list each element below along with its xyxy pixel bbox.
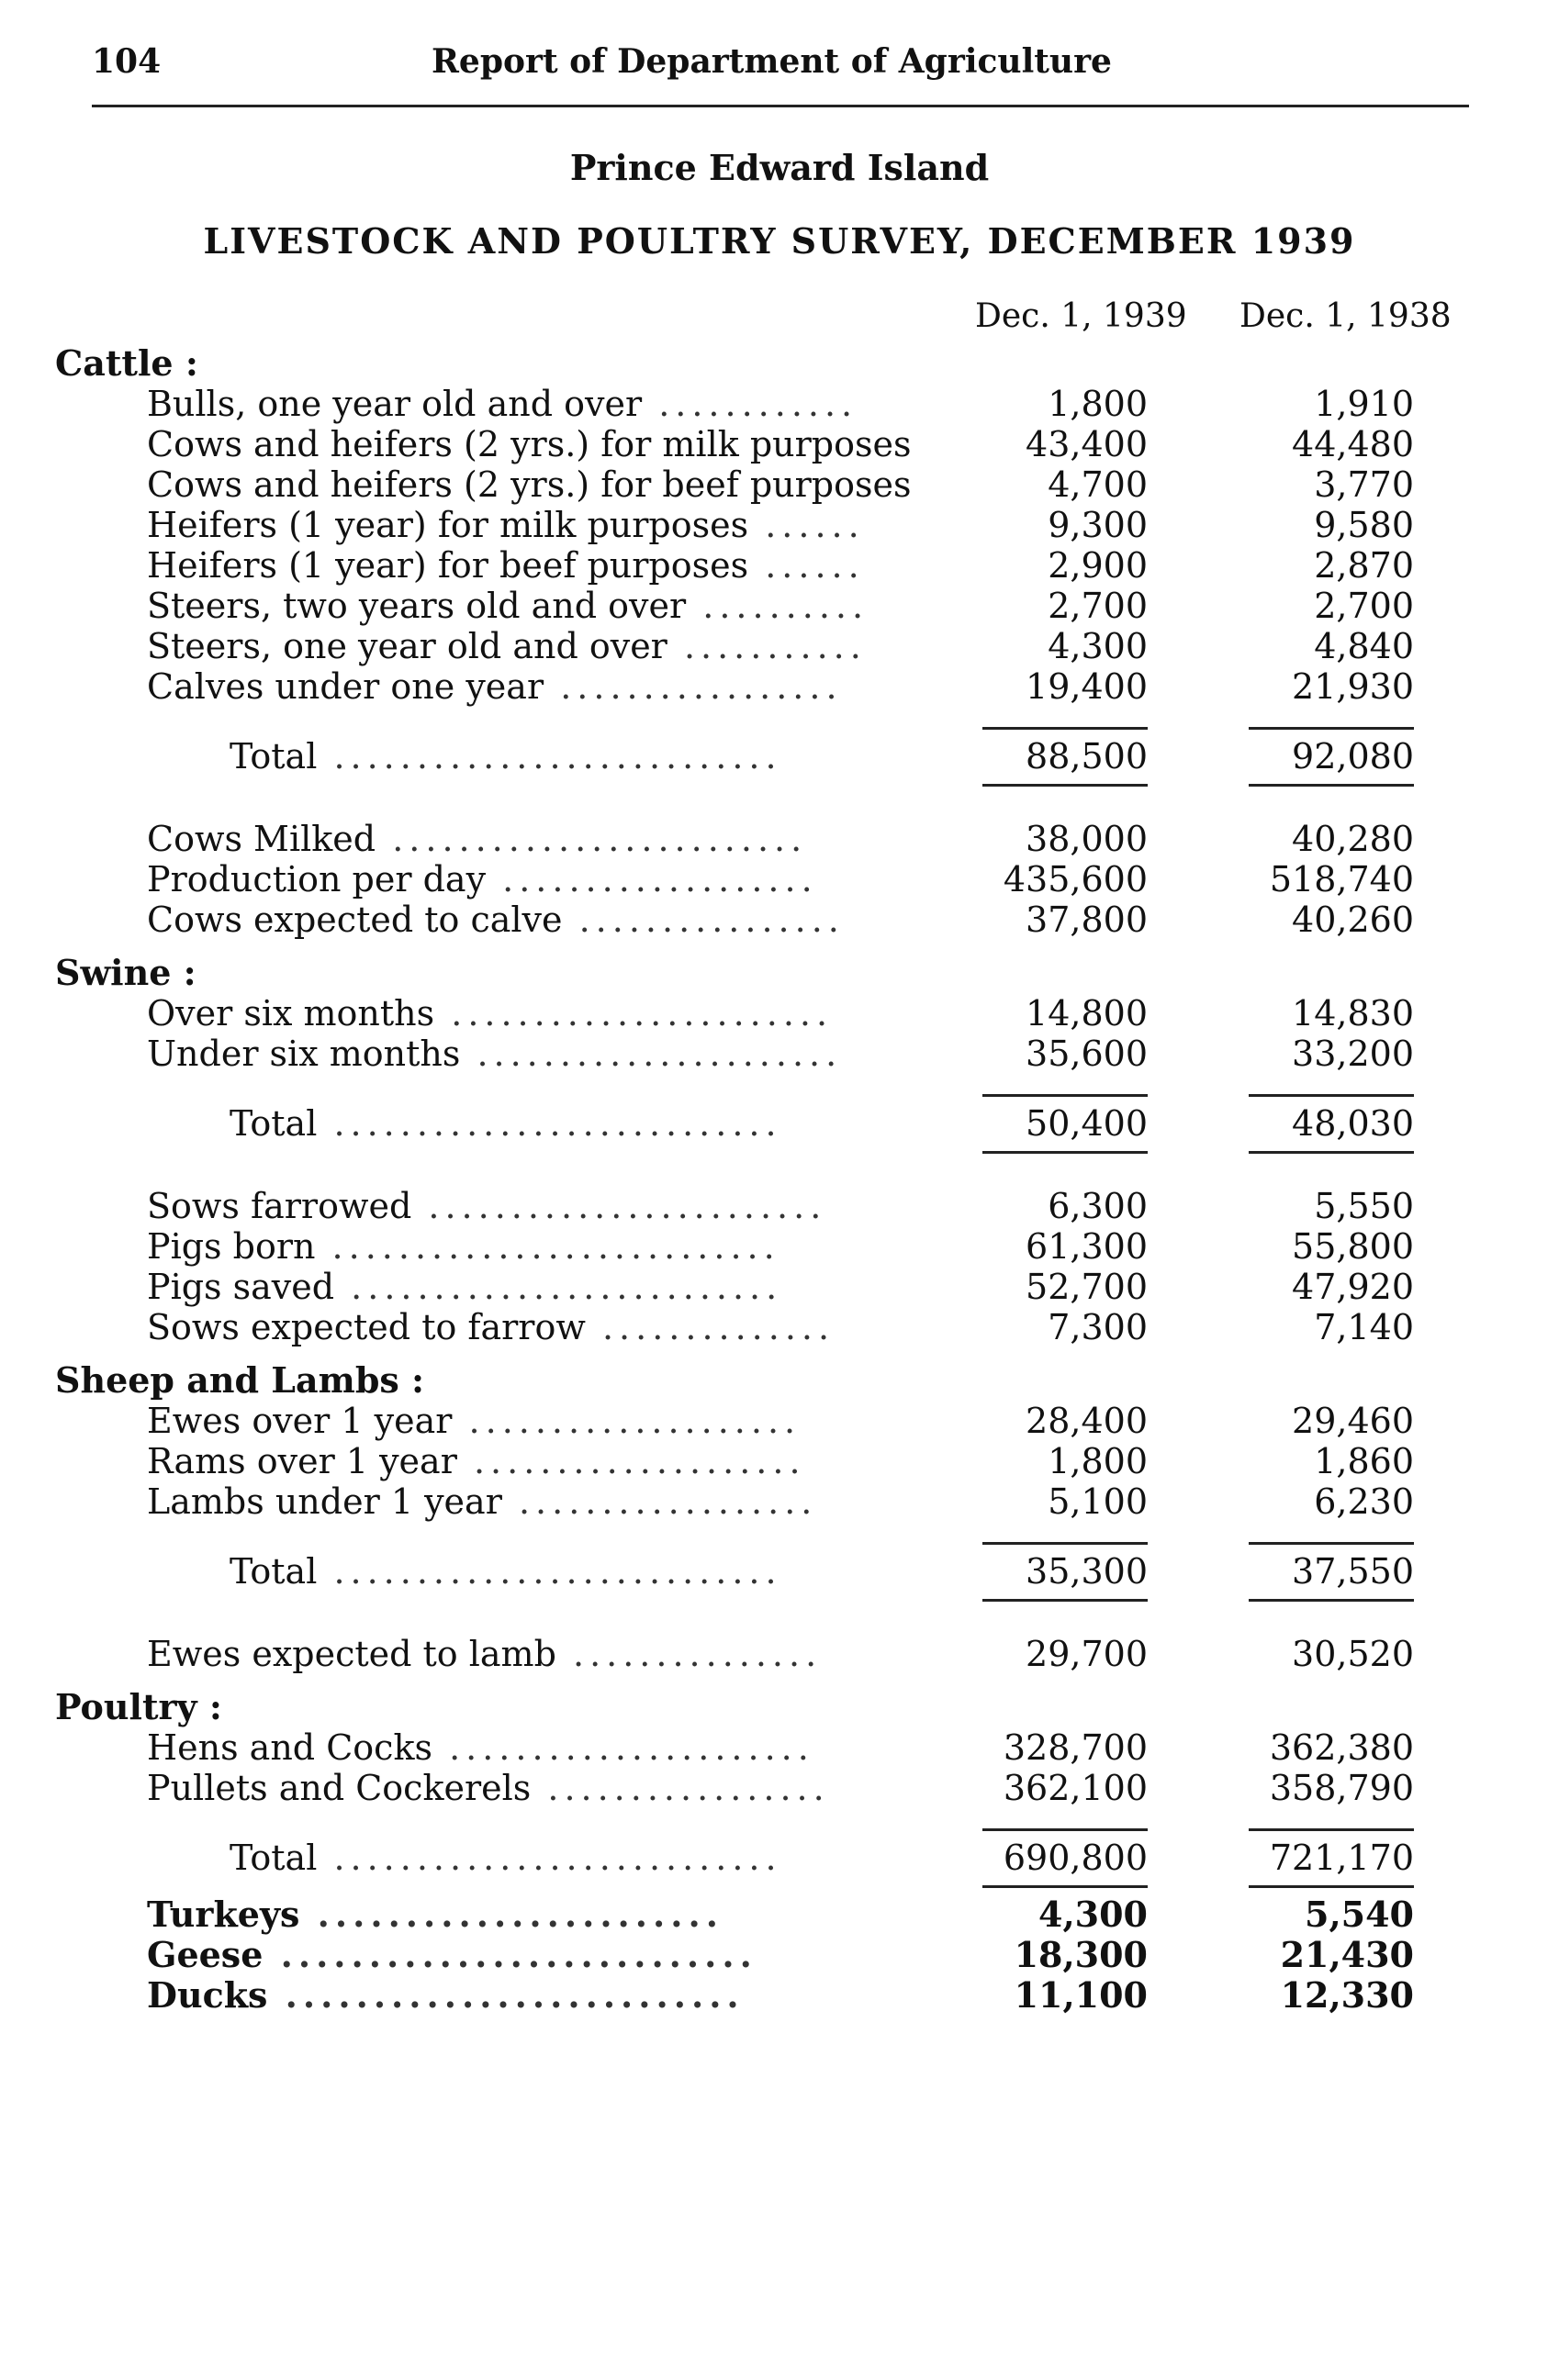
row-label: Lambs under 1 year bbox=[147, 1481, 502, 1522]
value-1939: 14,800 bbox=[1026, 993, 1148, 1034]
value-1939: 2,700 bbox=[1048, 586, 1148, 626]
section-heading-poultry: Poultry : bbox=[55, 1687, 222, 1727]
value-1938: 40,280 bbox=[1292, 819, 1414, 859]
value-1939: 29,700 bbox=[1026, 1634, 1148, 1674]
value-1939: 35,300 bbox=[1026, 1551, 1148, 1592]
value-1938: 4,840 bbox=[1314, 626, 1414, 666]
row-label: Production per day bbox=[147, 859, 487, 899]
value-1939: 1,800 bbox=[1048, 1441, 1148, 1481]
row-label: Bulls, one year old and over bbox=[147, 384, 643, 424]
total-rule bbox=[55, 777, 1469, 793]
value-1939: 2,900 bbox=[1048, 545, 1148, 586]
row-label: Cows expected to calve bbox=[147, 899, 563, 940]
value-1939: 43,400 bbox=[1026, 424, 1148, 464]
value-1938: 55,800 bbox=[1292, 1226, 1414, 1267]
table-row: Bulls, one year old and over ............ 1,800 1,910 bbox=[55, 384, 1469, 424]
value-1939: 19,400 bbox=[1026, 666, 1148, 707]
value-1939: 6,300 bbox=[1048, 1186, 1148, 1226]
row-label: Hens and Cocks bbox=[147, 1727, 432, 1768]
total-row-sheep: Total ........................... 35,300 37,550 bbox=[55, 1551, 1469, 1592]
table-row: Geese ........................... 18,300 21,430 bbox=[55, 1935, 1469, 1975]
row-label: Ducks bbox=[147, 1975, 268, 2016]
table-row: Pigs born ........................... 61,300 55,800 bbox=[55, 1226, 1469, 1267]
row-label: Cows and heifers (2 yrs.) for milk purposes bbox=[147, 424, 912, 464]
table-row: Pullets and Cockerels ................. 362,100 358,790 bbox=[55, 1768, 1469, 1808]
row-label: Total bbox=[230, 1551, 318, 1592]
table-row: Steers, two years old and over .......... 2,700 2,700 bbox=[55, 586, 1469, 626]
row-label: Cows Milked bbox=[147, 819, 376, 859]
value-1939: 88,500 bbox=[1026, 736, 1148, 777]
row-label: Heifers (1 year) for milk purposes bbox=[147, 505, 749, 545]
table-row: Hens and Cocks ...................... 328,700 362,380 bbox=[55, 1727, 1469, 1768]
value-1938: 5,540 bbox=[1305, 1894, 1414, 1935]
column-header-1939: Dec. 1, 1939 bbox=[975, 297, 1187, 335]
value-1938: 14,830 bbox=[1292, 993, 1414, 1034]
table-row: Steers, one year old and over ........... 4,300 4,840 bbox=[55, 626, 1469, 666]
value-1939: 35,600 bbox=[1026, 1034, 1148, 1074]
page-title: Prince Edward Island bbox=[569, 147, 990, 188]
value-1938: 358,790 bbox=[1269, 1768, 1414, 1808]
value-1938: 47,920 bbox=[1292, 1267, 1414, 1307]
value-1939: 9,300 bbox=[1048, 505, 1148, 545]
value-1938: 21,430 bbox=[1280, 1934, 1414, 1975]
value-1939: 28,400 bbox=[1026, 1401, 1148, 1441]
value-1938: 21,930 bbox=[1292, 666, 1414, 707]
row-label: Heifers (1 year) for beef purposes bbox=[147, 545, 749, 586]
value-1939: 362,100 bbox=[1003, 1768, 1148, 1808]
value-1938: 1,910 bbox=[1314, 384, 1414, 424]
table-row: Sows farrowed ........................ 6,300 5,550 bbox=[55, 1186, 1469, 1226]
table-row: Pigs saved .......................... 52,700 47,920 bbox=[55, 1267, 1469, 1307]
value-1938: 2,870 bbox=[1314, 545, 1414, 586]
table-row bbox=[55, 464, 1469, 505]
section-heading-sheep: Sheep and Lambs : bbox=[55, 1360, 425, 1401]
section-heading-cattle: Cattle : bbox=[55, 343, 198, 384]
row-label: Steers, two years old and over bbox=[147, 586, 687, 626]
total-row-poultry: Total ........................... 690,800 721,170 bbox=[55, 1838, 1469, 1878]
total-rule bbox=[55, 720, 1469, 736]
row-label: Ewes expected to lamb bbox=[147, 1634, 556, 1674]
value-1938: 362,380 bbox=[1269, 1727, 1414, 1768]
total-rule bbox=[55, 1535, 1469, 1551]
row-label: Calves under one year bbox=[147, 666, 544, 707]
value-1938: 1,860 bbox=[1314, 1441, 1414, 1481]
value-1938: 9,580 bbox=[1314, 505, 1414, 545]
total-rule bbox=[55, 1821, 1469, 1838]
value-1939: 18,300 bbox=[1014, 1934, 1148, 1975]
value-1939: 328,700 bbox=[1003, 1727, 1148, 1768]
row-label: Pigs saved bbox=[147, 1267, 335, 1307]
value-1939: 4,300 bbox=[1038, 1894, 1148, 1935]
row-label: Cows and heifers (2 yrs.) for beef purposes bbox=[147, 464, 912, 505]
value-1938: 33,200 bbox=[1292, 1034, 1414, 1074]
table-row: Over six months ....................... 14,800 14,830 bbox=[55, 993, 1469, 1034]
value-1938: 29,460 bbox=[1292, 1401, 1414, 1441]
table-row: Heifers (1 year) for beef purposes ...... 2,900 2,870 bbox=[55, 545, 1469, 586]
value-1939: 50,400 bbox=[1026, 1103, 1148, 1144]
table-row: Ewes expected to lamb ............... 29,700 30,520 bbox=[55, 1634, 1469, 1674]
row-label: Sows expected to farrow bbox=[147, 1307, 586, 1347]
value-1938: 30,520 bbox=[1292, 1634, 1414, 1674]
value-1938: 6,230 bbox=[1314, 1481, 1414, 1522]
row-label: Rams over 1 year bbox=[147, 1441, 457, 1481]
table-row: Sows expected to farrow .............. 7,300 7,140 bbox=[55, 1307, 1469, 1347]
page-subtitle: LIVESTOCK AND POULTRY SURVEY, DECEMBER 1939 bbox=[203, 220, 1356, 262]
value-1938: 12,330 bbox=[1280, 1974, 1414, 2016]
value-1938: 40,260 bbox=[1292, 899, 1414, 940]
value-1939: 690,800 bbox=[1003, 1838, 1148, 1878]
value-1939: 5,100 bbox=[1048, 1481, 1148, 1522]
row-label: Steers, one year old and over bbox=[147, 626, 667, 666]
value-1939: 7,300 bbox=[1048, 1307, 1148, 1347]
page-number: 104 bbox=[92, 42, 162, 81]
table-row: Lambs under 1 year .................. 5,100 6,230 bbox=[55, 1481, 1469, 1522]
table-row: Under six months ...................... 35,600 33,200 bbox=[55, 1034, 1469, 1074]
total-rule bbox=[55, 1087, 1469, 1103]
row-label: Sows farrowed bbox=[147, 1186, 412, 1226]
total-rule bbox=[55, 1144, 1469, 1160]
total-row-swine: Total ........................... 50,400 48,030 bbox=[55, 1103, 1469, 1144]
value-1938: 44,480 bbox=[1292, 424, 1414, 464]
value-1939: 52,700 bbox=[1026, 1267, 1148, 1307]
row-label: Total bbox=[230, 736, 318, 777]
value-1939: 4,700 bbox=[1048, 464, 1148, 505]
value-1939: 37,800 bbox=[1026, 899, 1148, 940]
value-1938: 5,550 bbox=[1314, 1186, 1414, 1226]
table-row: Turkeys ....................... 4,300 5,540 bbox=[55, 1894, 1469, 1935]
value-1938: 3,770 bbox=[1314, 464, 1414, 505]
table-row: Ewes over 1 year .................... 28,400 29,460 bbox=[55, 1401, 1469, 1441]
value-1939: 38,000 bbox=[1026, 819, 1148, 859]
survey-table bbox=[55, 343, 1469, 2016]
value-1938: 2,700 bbox=[1314, 586, 1414, 626]
row-label: Total bbox=[230, 1838, 318, 1878]
row-label: Pigs born bbox=[147, 1226, 316, 1267]
running-head bbox=[0, 42, 1559, 97]
header-rule bbox=[92, 105, 1469, 107]
running-title: Report of Department of Agriculture bbox=[432, 42, 1112, 81]
value-1938: 518,740 bbox=[1269, 859, 1414, 899]
total-row-cattle: Total ........................... 88,500 92,080 bbox=[55, 736, 1469, 777]
table-row: Heifers (1 year) for milk purposes ...... 9,300 9,580 bbox=[55, 505, 1469, 545]
value-1939: 11,100 bbox=[1014, 1974, 1148, 2016]
row-label: Total bbox=[230, 1103, 318, 1144]
value-1939: 61,300 bbox=[1026, 1226, 1148, 1267]
table-row: Production per day ................... 435,600 518,740 bbox=[55, 859, 1469, 899]
value-1938: 7,140 bbox=[1314, 1307, 1414, 1347]
value-1938: 92,080 bbox=[1292, 736, 1414, 777]
total-rule bbox=[55, 1592, 1469, 1608]
value-1939: 1,800 bbox=[1048, 384, 1148, 424]
value-1939: 4,300 bbox=[1048, 626, 1148, 666]
row-label: Pullets and Cockerels bbox=[147, 1768, 532, 1808]
value-1938: 721,170 bbox=[1269, 1838, 1414, 1878]
table-row: Cows Milked ......................... 38,000 40,280 bbox=[55, 819, 1469, 859]
table-row: Rams over 1 year .................... 1,800 1,860 bbox=[55, 1441, 1469, 1481]
row-label: Turkeys bbox=[147, 1894, 300, 1935]
total-rule bbox=[55, 1878, 1469, 1894]
row-label: Under six months bbox=[147, 1034, 461, 1074]
value-1938: 48,030 bbox=[1292, 1103, 1414, 1144]
value-1938: 37,550 bbox=[1292, 1551, 1414, 1592]
row-label: Ewes over 1 year bbox=[147, 1401, 453, 1441]
row-label: Geese bbox=[147, 1935, 264, 1975]
section-heading-swine: Swine : bbox=[55, 953, 196, 993]
table-row bbox=[55, 424, 1469, 464]
value-1939: 435,600 bbox=[1003, 859, 1148, 899]
table-row: Cows expected to calve ................ 37,800 40,260 bbox=[55, 899, 1469, 940]
column-header-1938: Dec. 1, 1938 bbox=[1239, 297, 1452, 335]
row-label: Over six months bbox=[147, 993, 435, 1034]
table-row: Calves under one year ................. 19,400 21,930 bbox=[55, 666, 1469, 707]
table-row: Ducks .......................... 11,100 12,330 bbox=[55, 1975, 1469, 2016]
